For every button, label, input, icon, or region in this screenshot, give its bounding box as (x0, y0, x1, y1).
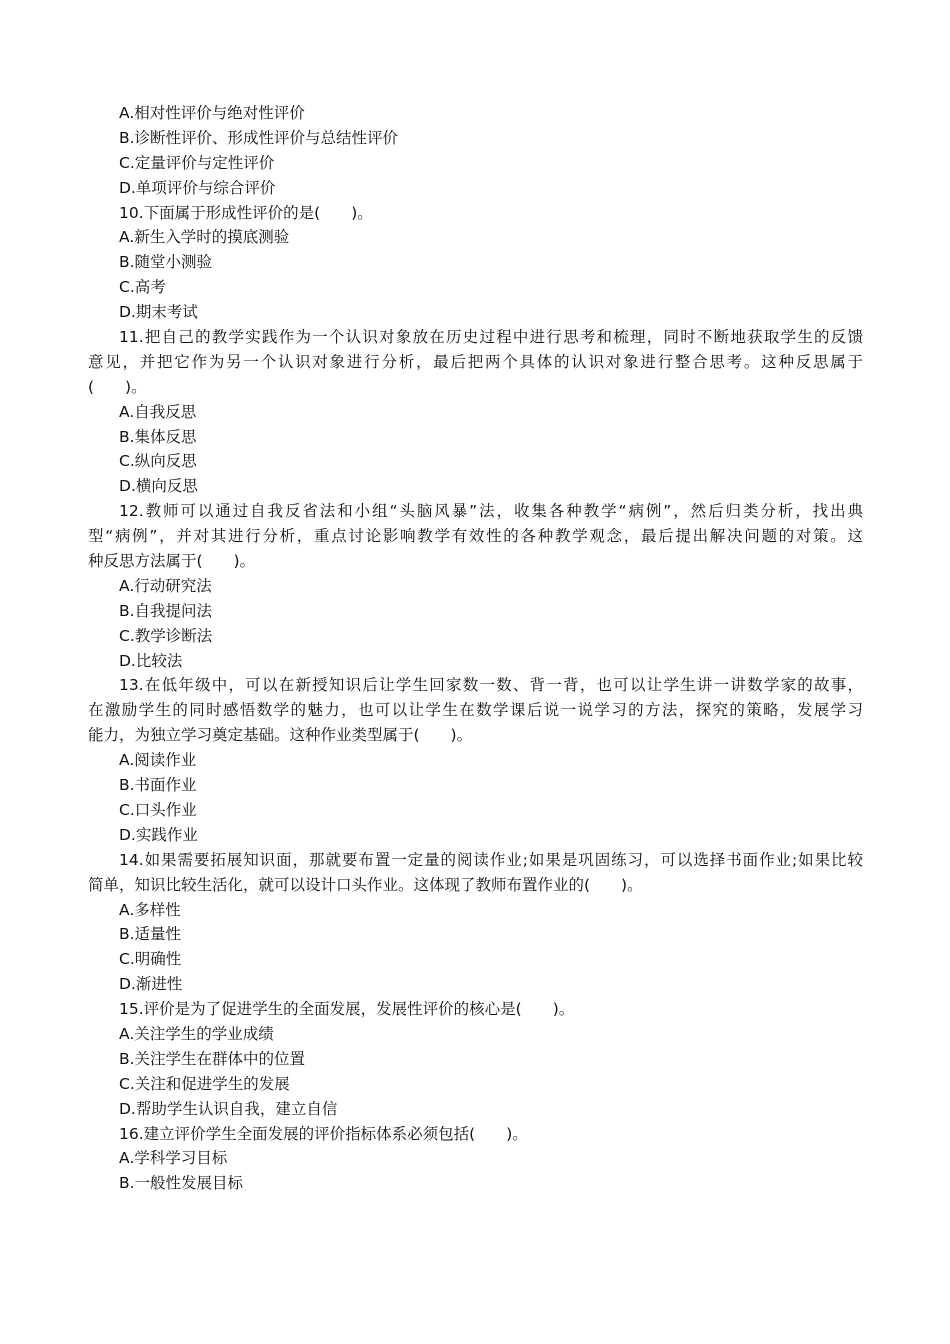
q13-stem-line-1: 13.在低年级中，可以在新授知识后让学生回家数一数、背一背，也可以让学生讲一讲数学家的故事， (119, 676, 863, 695)
q9-option-c: C.定量评价与定性评价 (119, 153, 275, 172)
q13-option-d: D.实践作业 (119, 825, 198, 844)
q12-option-c: C.教学诊断法 (119, 626, 213, 645)
q16-option-b: B.一般性发展目标 (119, 1174, 244, 1193)
q11-stem-line-2: 意见，并把它作为另一个认识对象进行分析，最后把两个具体的认识对象进行整合思考。这种反思属于 (88, 352, 863, 371)
q10-option-d: D.期末考试 (119, 303, 198, 322)
q11-option-d: D.横向反思 (119, 477, 198, 496)
q10-option-c: C.高考 (119, 278, 166, 297)
q16-stem: 16.建立评价学生全面发展的评价指标体系必须包括( )。 (119, 1124, 528, 1143)
q12-option-d: D.比较法 (119, 651, 183, 670)
q16-option-a: A.学科学习目标 (119, 1149, 228, 1168)
q14-option-b: B.适量性 (119, 925, 182, 944)
q11-stem-line-1: 11.把自己的教学实践作为一个认识对象放在历史过程中进行思考和梳理，同时不断地获取学生的反馈 (119, 328, 863, 347)
q14-option-a: A.多样性 (119, 900, 181, 919)
q15-option-c: C.关注和促进学生的发展 (119, 1074, 290, 1093)
q13-option-c: C.口头作业 (119, 800, 197, 819)
q12-option-b: B.自我提问法 (119, 601, 213, 620)
q13-stem-line-3: 能力，为独立学习奠定基础。这种作业类型属于( )。 (88, 726, 473, 745)
q14-stem-line-2: 简单，知识比较生活化，就可以设计口头作业。这体现了教师布置作业的( )。 (88, 875, 643, 894)
q12-stem-line-1: 12.教师可以通过自我反省法和小组“头脑风暴”法，收集各种教学“病例”，然后归类分析，找出典 (119, 502, 863, 521)
q12-stem-line-2: 型“病例”，并对其进行分析，重点讨论影响教学有效性的各种教学观念，最后提出解决问题的对策。这 (88, 527, 863, 546)
q15-option-b: B.关注学生在群体中的位置 (119, 1049, 306, 1068)
q11-stem-line-3: ( )。 (88, 377, 147, 396)
q11-option-b: B.集体反思 (119, 427, 197, 446)
q14-stem-line-1: 14.如果需要拓展知识面，那就要布置一定量的阅读作业;如果是巩固练习，可以选择书面作业;如果比较 (119, 850, 863, 869)
q10-stem: 10.下面属于形成性评价的是( )。 (119, 203, 373, 222)
q11-option-c: C.纵向反思 (119, 452, 197, 471)
q13-option-b: B.书面作业 (119, 776, 197, 795)
q10-option-a: A.新生入学时的摸底测验 (119, 228, 290, 247)
q11-option-a: A.自我反思 (119, 402, 197, 421)
q10-option-b: B.随堂小测验 (119, 253, 213, 272)
q12-stem-line-3: 种反思方法属于( )。 (88, 552, 256, 571)
q14-option-d: D.渐进性 (119, 975, 183, 994)
q15-stem: 15.评价是为了促进学生的全面发展，发展性评价的核心是( )。 (119, 1000, 575, 1019)
q13-option-a: A.阅读作业 (119, 751, 197, 770)
q15-option-d: D.帮助学生认识自我，建立自信 (119, 1099, 338, 1118)
q15-option-a: A.关注学生的学业成绩 (119, 1024, 274, 1043)
q9-option-a: A.相对性评价与绝对性评价 (119, 104, 305, 122)
q9-option-b: B.诊断性评价、形成性评价与总结性评价 (119, 128, 399, 147)
q14-option-c: C.明确性 (119, 950, 182, 969)
document-page (88, 101, 863, 1196)
q13-stem-line-2: 在激励学生的同时感悟数学的魅力，也可以让学生在数学课后说一说学习的方法，探究的策略，发展学习 (88, 701, 863, 720)
q9-option-d: D.单项评价与综合评价 (119, 178, 276, 197)
q12-option-a: A.行动研究法 (119, 576, 212, 595)
